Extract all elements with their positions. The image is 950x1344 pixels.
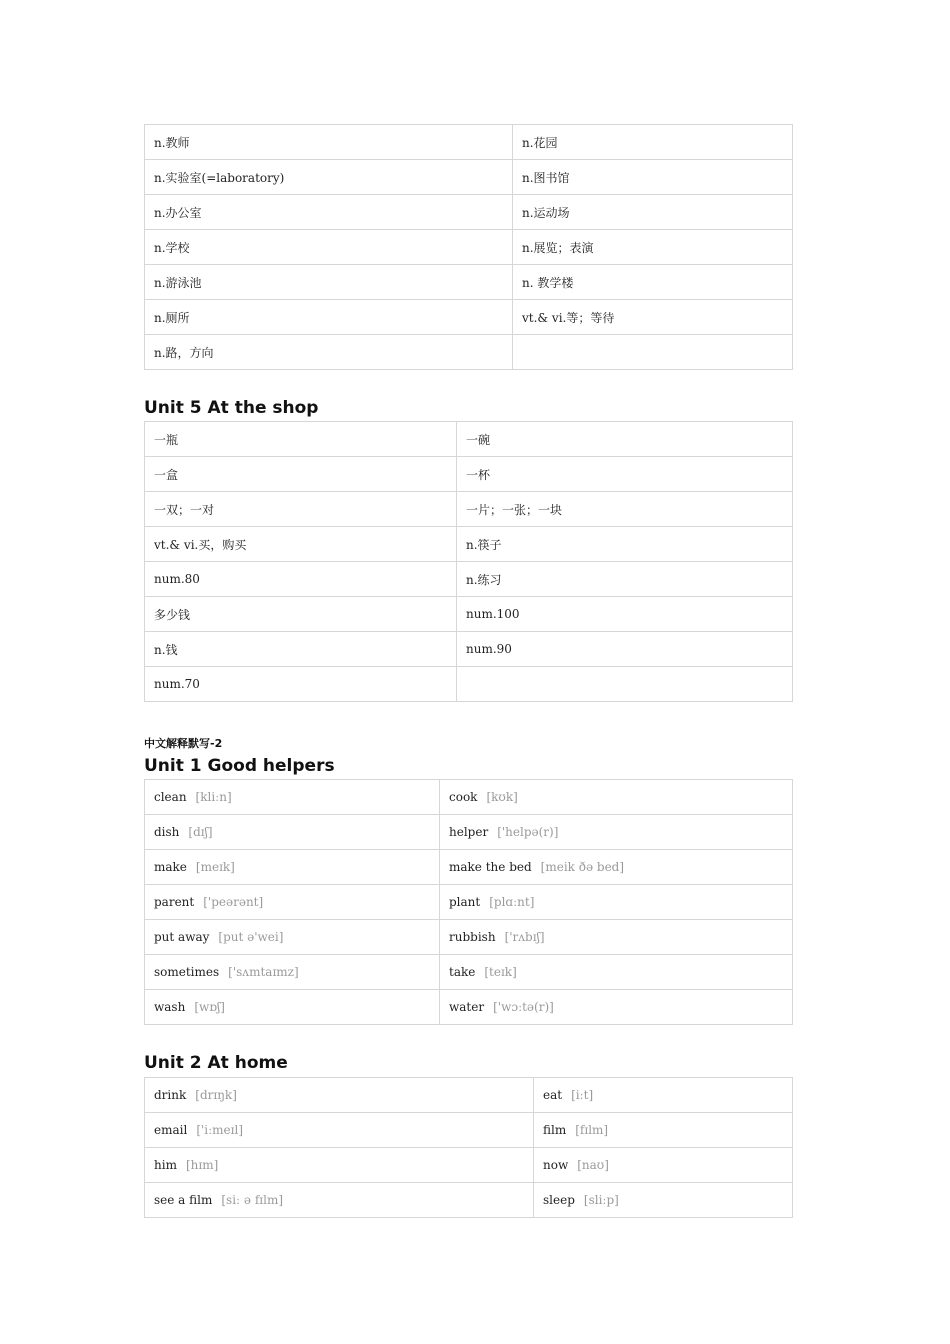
table-cell: n.运动场 <box>513 195 793 230</box>
vocab-phonetic: [kliːn] <box>195 790 232 804</box>
unit1-heading: Unit 1 Good helpers <box>144 756 335 776</box>
table-row <box>145 1113 793 1148</box>
vocab-word: eat <box>543 1088 563 1102</box>
vocab-phonetic: [plɑːnt] <box>489 895 535 909</box>
table-cell: num.70 <box>145 667 457 702</box>
table-row <box>145 632 793 667</box>
vocab-word: drink <box>154 1088 187 1102</box>
vocab-phonetic: [hɪm] <box>185 1158 219 1172</box>
table-cell: n.学校 <box>145 230 513 265</box>
vocab-cell <box>145 920 440 955</box>
vocab-phonetic: ['rʌbɪʃ] <box>504 930 545 944</box>
vocab-phonetic: ['helpə(r)] <box>497 825 559 839</box>
table-row <box>145 1183 793 1218</box>
vocab-phonetic: [dɪʃ] <box>188 825 213 839</box>
vocab-word: water <box>449 1000 485 1014</box>
vocab-word: take <box>449 965 476 979</box>
table-row <box>145 955 793 990</box>
vocab-word: email <box>154 1123 188 1137</box>
vocab-word: dish <box>154 825 180 839</box>
table-row <box>145 457 793 492</box>
vocab-cell <box>145 885 440 920</box>
vocab-word: parent <box>154 895 195 909</box>
table-row <box>145 300 793 335</box>
vocab-phonetic: ['iːmeɪl] <box>196 1123 244 1137</box>
table-row <box>145 195 793 230</box>
places-vocab-table <box>144 124 793 370</box>
table-cell: 一双；一对 <box>145 492 457 527</box>
vocab-word: him <box>154 1158 177 1172</box>
table-row <box>145 492 793 527</box>
vocab-word: clean <box>154 790 187 804</box>
vocab-cell <box>145 990 440 1025</box>
vocab-phonetic: [drɪŋk] <box>195 1088 237 1102</box>
vocab-cell <box>534 1113 793 1148</box>
table-cell: 一瓶 <box>145 422 457 457</box>
table-cell: n.图书馆 <box>513 160 793 195</box>
vocab-phonetic: ['wɔːtə(r)] <box>493 1000 554 1014</box>
vocab-cell <box>440 885 793 920</box>
vocab-phonetic: [fɪlm] <box>575 1123 609 1137</box>
vocab-phonetic: [sliːp] <box>583 1193 619 1207</box>
vocab-cell <box>145 1148 534 1183</box>
vocab-word: see a film <box>154 1193 213 1207</box>
vocab-cell <box>145 955 440 990</box>
vocab-word: rubbish <box>449 930 496 944</box>
vocab-phonetic: [teɪk] <box>484 965 517 979</box>
vocab-cell <box>145 780 440 815</box>
table-cell: n.路，方向 <box>145 335 513 370</box>
vocab-phonetic: [naʊ] <box>577 1158 609 1172</box>
unit5-heading: Unit 5 At the shop <box>144 398 319 418</box>
table-row <box>145 667 793 702</box>
vocab-cell <box>534 1183 793 1218</box>
vocab-phonetic: ['sʌmtaɪmz] <box>228 965 299 979</box>
table-row <box>145 990 793 1025</box>
table-row <box>145 780 793 815</box>
vocab-cell <box>440 850 793 885</box>
table-row <box>145 815 793 850</box>
table-cell: vt.& vi.买，购买 <box>145 527 457 562</box>
table-cell: 一碗 <box>457 422 793 457</box>
table-row <box>145 1078 793 1113</box>
unit2-vocab-table <box>144 1077 793 1218</box>
vocab-cell <box>145 1183 534 1218</box>
table-cell: 一杯 <box>457 457 793 492</box>
table-cell: 多少钱 <box>145 597 457 632</box>
table-row <box>145 230 793 265</box>
unit5-vocab-table <box>144 421 793 702</box>
vocab-word: sleep <box>543 1193 575 1207</box>
vocab-cell <box>440 955 793 990</box>
table-row <box>145 527 793 562</box>
unit2-heading: Unit 2 At home <box>144 1053 288 1073</box>
table-row <box>145 850 793 885</box>
table-cell: n.展览；表演 <box>513 230 793 265</box>
table-row <box>145 160 793 195</box>
vocab-word: plant <box>449 895 481 909</box>
table-row <box>145 562 793 597</box>
vocab-cell <box>440 920 793 955</box>
table-cell: n.练习 <box>457 562 793 597</box>
vocab-cell <box>145 850 440 885</box>
table-cell <box>513 335 793 370</box>
vocab-word: helper <box>449 825 489 839</box>
table-row <box>145 885 793 920</box>
vocab-word: sometimes <box>154 965 220 979</box>
table-cell: 一盒 <box>145 457 457 492</box>
table-cell: n. 教学楼 <box>513 265 793 300</box>
vocab-phonetic: ['peərənt] <box>203 895 264 909</box>
table-cell: n.游泳池 <box>145 265 513 300</box>
table-row <box>145 422 793 457</box>
vocab-cell <box>534 1078 793 1113</box>
vocab-cell <box>440 780 793 815</box>
table-row <box>145 125 793 160</box>
table-row <box>145 265 793 300</box>
vocab-word: wash <box>154 1000 186 1014</box>
vocab-phonetic: [meik ðə bed] <box>540 860 625 874</box>
vocab-word: cook <box>449 790 478 804</box>
table-cell: vt.& vi.等；等待 <box>513 300 793 335</box>
vocab-phonetic: [put ə'wei] <box>218 930 284 944</box>
vocab-cell <box>145 1113 534 1148</box>
table-cell: 一片；一张；一块 <box>457 492 793 527</box>
table-row <box>145 597 793 632</box>
table-cell: num.80 <box>145 562 457 597</box>
vocab-cell <box>534 1148 793 1183</box>
vocab-word: make the bed <box>449 860 532 874</box>
table-cell: n.教师 <box>145 125 513 160</box>
table-row <box>145 920 793 955</box>
vocab-word: put away <box>154 930 210 944</box>
table-cell: num.100 <box>457 597 793 632</box>
table-row <box>145 335 793 370</box>
vocab-word: make <box>154 860 187 874</box>
unit1-vocab-table <box>144 779 793 1025</box>
section-label: 中文解释默写-2 <box>144 737 223 750</box>
vocab-phonetic: [siː ə fɪlm] <box>221 1193 284 1207</box>
vocab-cell <box>145 1078 534 1113</box>
table-cell: n.办公室 <box>145 195 513 230</box>
table-cell: n.实验室(=laboratory) <box>145 160 513 195</box>
table-cell: n.花园 <box>513 125 793 160</box>
vocab-cell <box>440 815 793 850</box>
vocab-cell <box>145 815 440 850</box>
vocab-phonetic: [meɪk] <box>195 860 235 874</box>
table-cell: n.钱 <box>145 632 457 667</box>
table-cell: n.厕所 <box>145 300 513 335</box>
table-cell: num.90 <box>457 632 793 667</box>
table-cell: n.筷子 <box>457 527 793 562</box>
vocab-word: film <box>543 1123 567 1137</box>
vocab-word: now <box>543 1158 569 1172</box>
table-cell <box>457 667 793 702</box>
vocab-phonetic: [wɒʃ] <box>194 1000 225 1014</box>
vocab-phonetic: [kʊk] <box>486 790 518 804</box>
vocab-phonetic: [iːt] <box>571 1088 594 1102</box>
table-row <box>145 1148 793 1183</box>
vocab-cell <box>440 990 793 1025</box>
